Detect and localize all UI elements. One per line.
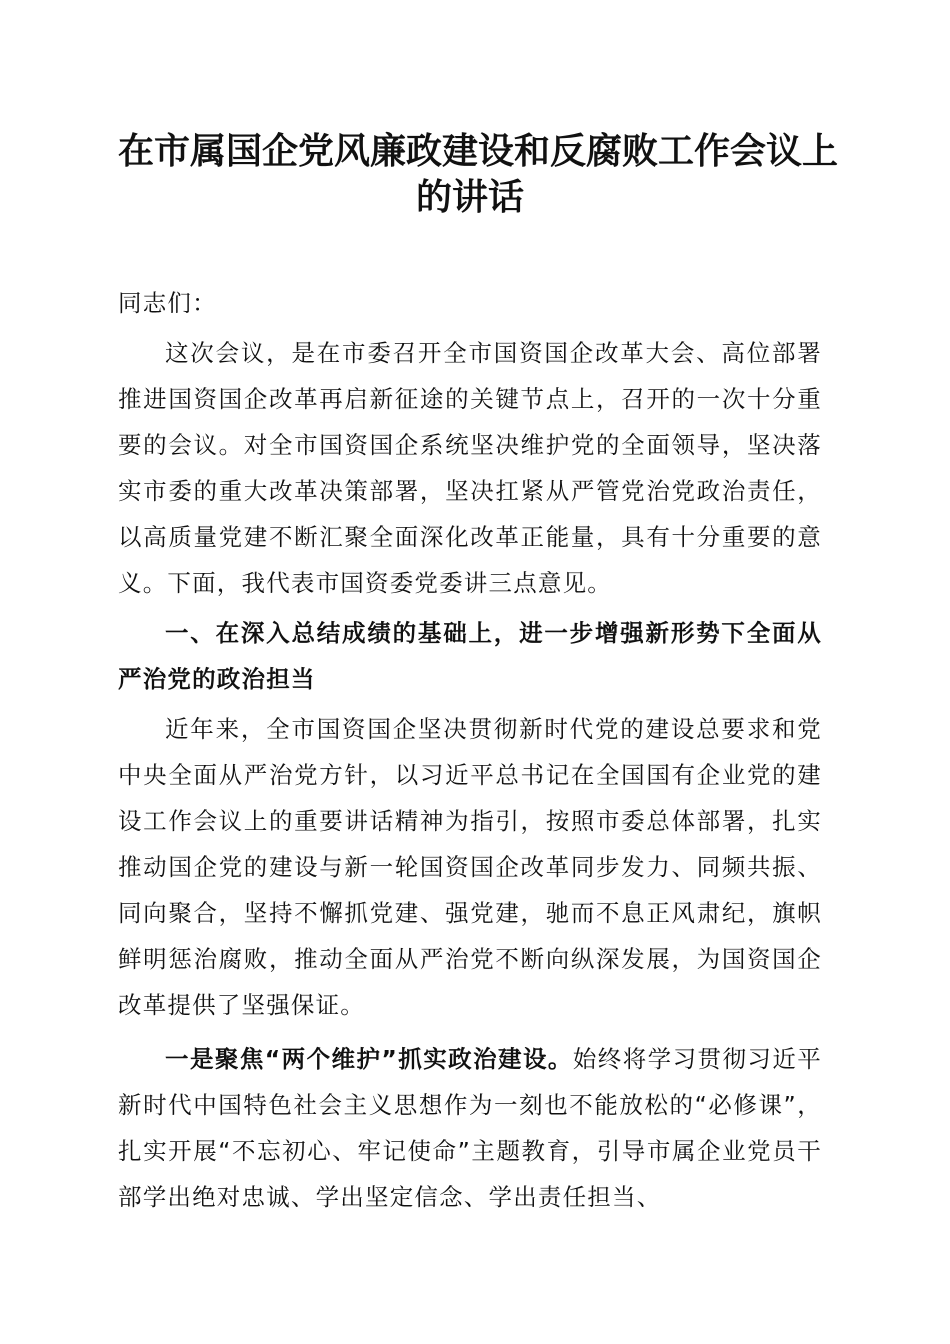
title-line-2: 的讲话 [415,176,524,218]
title-line-1: 在市属国企党风廉政建设和反腐败工作会议上 [118,130,839,172]
document-title [118,128,839,220]
paragraph-body: 始终将学习贯彻习近平新时代中国特色社会主义思想作为一刻也不能放松的“必修课”，扎实开展“不忘初心、牢记使命”主题教育，引导市属企业党员干部学出绝对忠诚、学出坚定信念、学出责任担当、 [118,1045,823,1211]
greeting: 同志们： [118,289,217,317]
paragraph-intro: 这次会议，是在市委召开全市国资国企改革大会、高位部署推进国资国企改革再启新征途的关键节点上，召开的一次十分重要的会议。对全市国资国企系统坚决维护党的全面领导，坚决落实市委的重大改革决策部署，坚决扛紧从严管党治党政治责任，以高质量党建不断汇聚全面深化改革正能量，具有十分重要的意义。下面，我代表市国资委党委讲三点意见。 [118,339,822,597]
document-page [118,128,839,1220]
section-heading-1: 一、在深入总结成绩的基础上，进一步增强新形势下全面从严治党的政治担当 [118,619,822,693]
paragraph-political-building [118,1036,822,1220]
paragraph-lead-phrase: 一是聚焦“两个维护”抓实政治建设。 [165,1045,573,1073]
paragraph-achievements: 近年来，全市国资国企坚决贯彻新时代党的建设总要求和党中央全面从严治党方针，以习近平总书记在全国国有企业党的建设工作会议上的重要讲话精神为指引，按照市委总体部署，扎实推动国企党的建设与新一轮国资国企改革同步发力、同频共振、同向聚合，坚持不懈抓党建、强党建，驰而不息正风肃纪，旗帜鲜明惩治腐败，推动全面从严治党不断向纵深发展，为国资国企改革提供了坚强保证。 [118,715,822,1019]
